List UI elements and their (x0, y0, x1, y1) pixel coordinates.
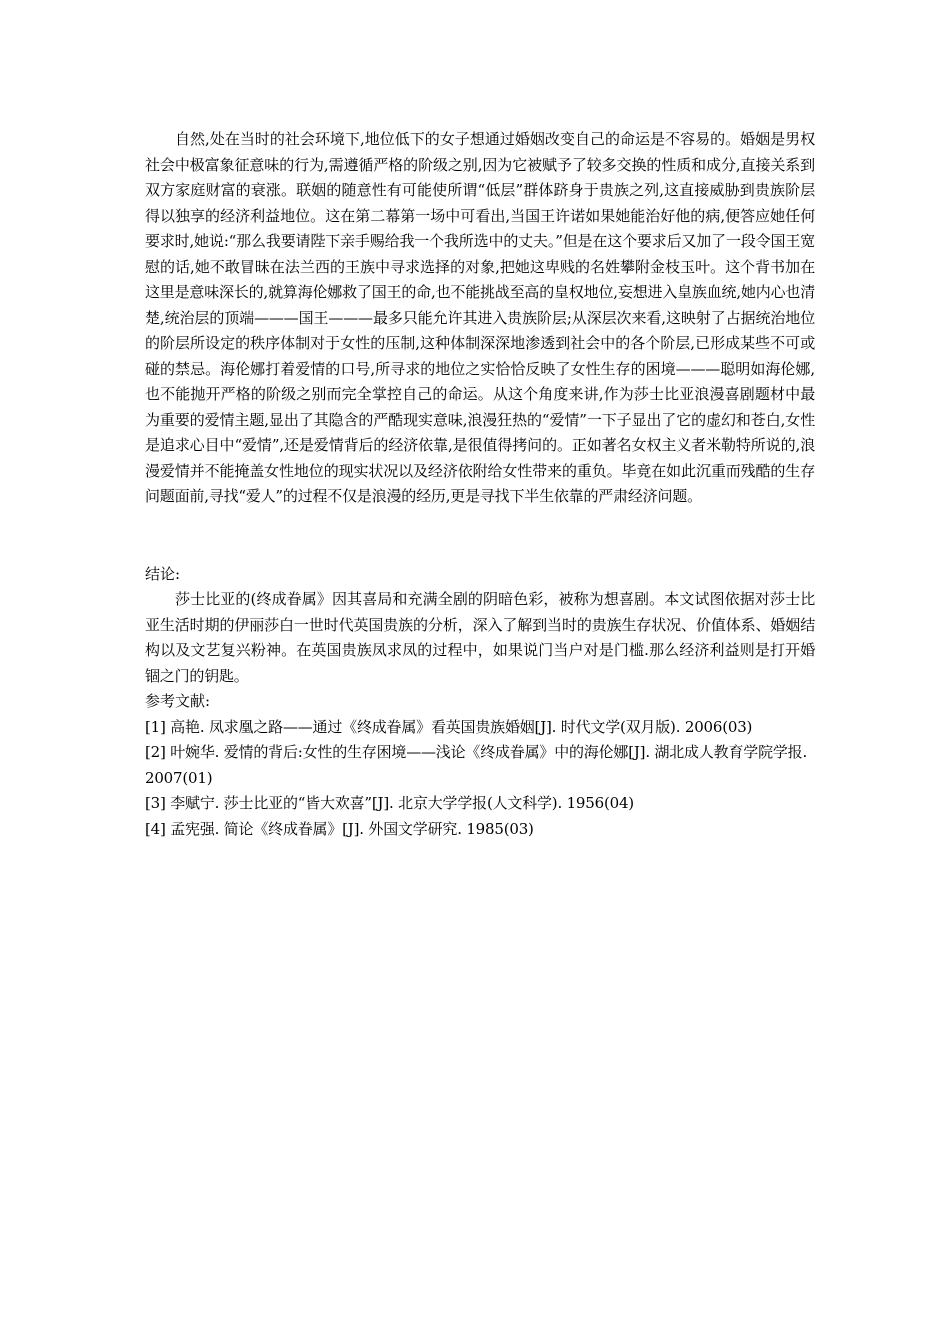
reference-item-2: [2] 叶婉华. 爱情的背后:女性的生存困境——浅论《终成眷属》中的海伦娜[J]. 湖北成人教育学院学报. 2007(01) (145, 743, 808, 787)
reference-item-3: [3] 李赋宁. 莎士比亚的“皆大欢喜”[J]. 北京大学学报(人文科学). 1956(04) (145, 794, 634, 812)
section-gap (145, 510, 815, 562)
conclusion-heading: 结论: (145, 564, 181, 583)
reference-list (145, 715, 815, 843)
reference-item-4: [4] 孟宪强. 简论《终成眷属》[J]. 外国文学研究. 1985(03) (145, 819, 534, 838)
document-page (145, 127, 815, 842)
body-paragraph: 自然,处在当时的社会环境下,地位低下的女子想通过婚姻改变自己的命运是不容易的。婚姻是男权社会中极富象征意味的行为,需遵循严格的阶级之别,因为它被赋予了较多交换的性质和成分,直接关系到双方家庭财富的衰涨。联姻的随意性有可能使所谓“低层”群体跻身于贵族之列,这直接威胁到贵族阶层得以独享的经济利益地位。这在第二幕第一场中可看出,当国王许诺如果她能治好他的病,便答应她任何要求时,她说:“那么我要请陛下亲手赐给我一个我所选中的丈夫。”但是在这个要求后又加了一段令国王宽慰的话,她不敢冒昧在法兰西的王族中寻求选择的对象,把她这卑贱的名姓攀附金枝玉叶。这个背书加在这里是意味深长的,就算海伦娜救了国王的命,也不能挑战至高的皇权地位,妄想进入皇族血统,她内心也清楚,统治层的顶端———国王———最多只能允许其进入贵族阶层;从深层次来看,这映射了占据统治地位的阶层所设定的秩序体制对于女性的压制,这种体制深深地渗透到社会中的各个阶层,已形成某些不可或碰的禁忌。海伦娜打着爱情的口号,所寻求的地位之实恰恰反映了女性生存的困境———聪明如海伦娜,也不能抛开严格的阶级之别而完全掌控自己的命运。从这个角度来讲,作为莎士比亚浪漫喜剧题材中最为重要的爱情主题,显出了其隐含的严酷现实意味,浪漫狂热的“爱情”一下子显出了它的虚幻和苍白,女性是追求心目中“爱情”,还是爱情背后的经济依靠,是很值得拷问的。正如著名女权主义者米勒特所说的,浪漫爱情并不能掩盖女性地位的现实状况以及经济依附给女性带来的重负。毕竟在如此沉重而残酷的生存问题面前,寻找“爱人”的过程不仅是浪漫的经历,更是寻找下半生依靠的严肃经济问题。 (145, 130, 815, 505)
references-heading: 参考文献: (145, 692, 211, 710)
conclusion-paragraph: 莎士比亚的(终成眷属》因其喜局和充满全剧的阴暗色彩，被称为想喜剧。本文试图依据对莎士比亚生活时期的伊丽莎白一世时代英国贵族的分析，深入了解到当时的贵族生存状况、价值体系、婚姻结构以及文艺复兴粉神。在英国贵族凤求凤的过程中，如果说门当户对是门槛.那么经济利益则是打开婚锢之门的钥匙。 (145, 590, 815, 685)
reference-item-1: [1] 高艳. 凤求凰之路——通过《终成眷属》看英国贵族婚姻[J]. 时代文学(双月版). 2006(03) (145, 717, 753, 736)
